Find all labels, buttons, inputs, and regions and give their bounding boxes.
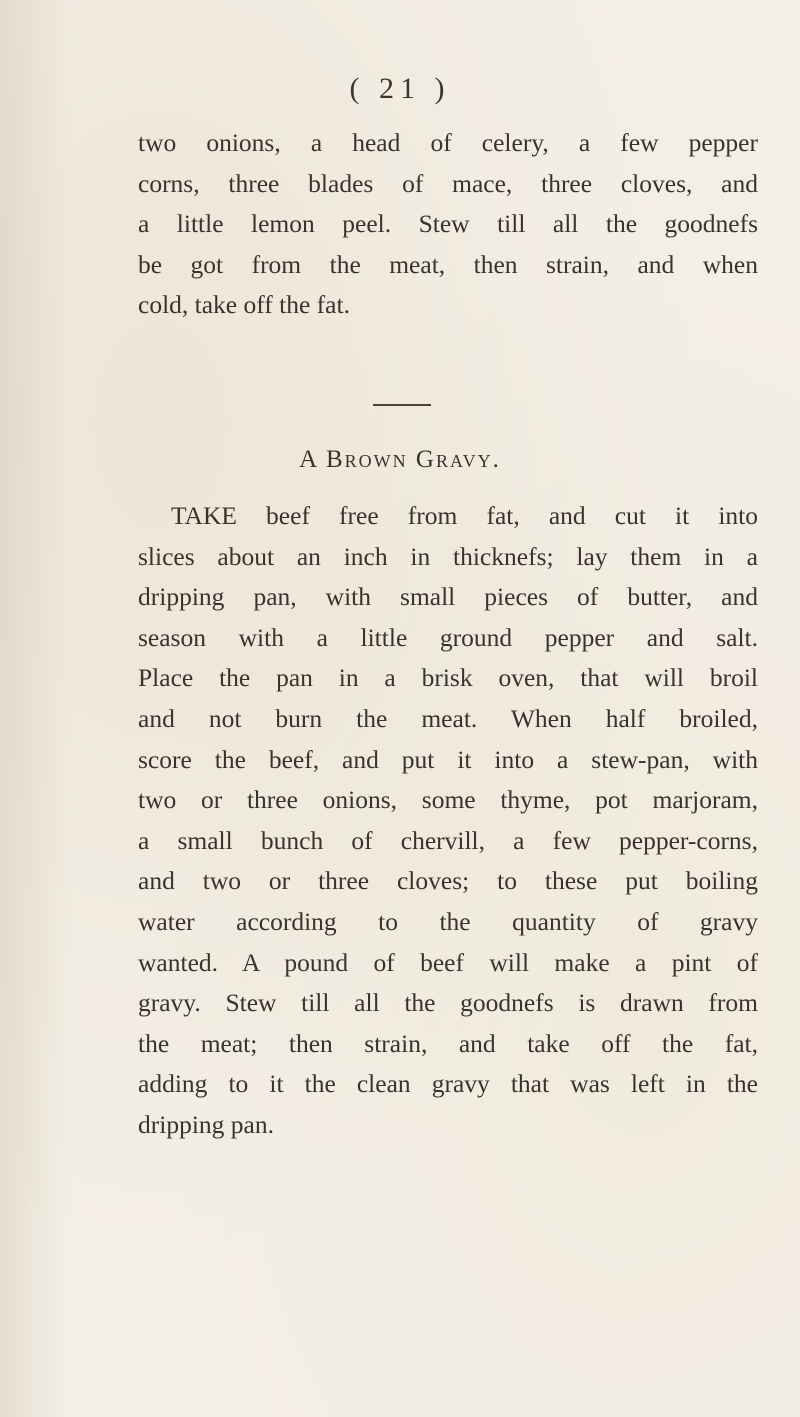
text-line: and two or three cloves; to these put boiling	[138, 866, 758, 896]
page-number: ( 21 )	[349, 72, 451, 105]
text-line: score the beef, and put it into a stew-pan, with	[138, 744, 758, 774]
text-line: water according to the quantity of gravy	[138, 906, 758, 936]
text-line: adding to it the clean gravy that was left in the	[138, 1069, 758, 1099]
gutter-shadow	[0, 0, 70, 1417]
text-line: a little lemon peel. Stew till all the goodnefs	[138, 209, 758, 239]
section-divider	[373, 404, 431, 406]
text-line: season with a little ground pepper and salt.	[138, 622, 758, 652]
text-line: a small bunch of chervill, a few pepper-corns,	[138, 825, 758, 855]
recipe-title	[0, 446, 800, 474]
recipe-title-text: A Brown Gravy.	[299, 446, 501, 473]
text-line: the meat; then strain, and take off the fat,	[138, 1028, 758, 1058]
text-line: two or three onions, some thyme, pot marjoram,	[138, 785, 758, 815]
continuation-paragraph	[138, 123, 758, 326]
text-line: dripping pan, with small pieces of butter, and	[138, 582, 758, 612]
recipe-paragraph	[138, 496, 758, 1146]
text-line: two onions, a head of celery, a few pepper	[138, 128, 758, 157]
text-line: be got from the meat, then strain, and when	[138, 249, 758, 279]
text-line: wanted. A pound of beef will make a pint of	[138, 947, 758, 977]
text-line: corns, three blades of mace, three cloves, and	[138, 168, 758, 198]
text-line: cold, take off the fat.	[138, 290, 350, 320]
text-line: slices about an inch in thicknefs; lay them in a	[138, 541, 758, 571]
text-line: Place the pan in a brisk oven, that will broil	[138, 663, 758, 693]
text-line: and not burn the meat. When half broiled,	[138, 703, 758, 733]
text-line: TAKE beef free from fat, and cut it into	[171, 501, 758, 530]
text-line: gravy. Stew till all the goodnefs is drawn from	[138, 988, 758, 1018]
text-line: dripping pan.	[138, 1109, 274, 1139]
